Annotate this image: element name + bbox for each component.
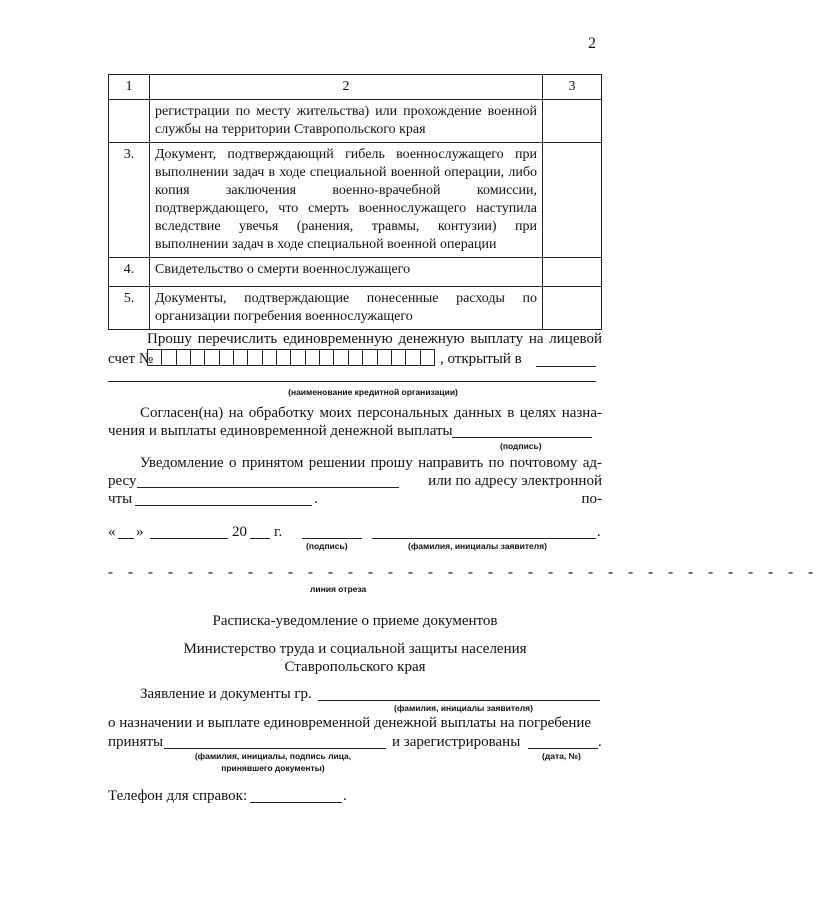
account-number-boxes[interactable]: [147, 349, 435, 366]
applicant-name-line[interactable]: [372, 538, 596, 539]
table-header-cell: 3: [543, 75, 602, 100]
row-mark-cell: [543, 100, 602, 143]
opened-in-label: , открытый в: [440, 351, 522, 367]
consent-signature-line[interactable]: [452, 437, 592, 438]
notification-address-label: ресу: [108, 473, 137, 489]
row-number: 3.: [109, 143, 150, 258]
bank-field-line-1[interactable]: [536, 366, 596, 367]
table-row: [109, 143, 602, 258]
row-text: регистрации по месту жительства) или прохождение военной службы на территории Ставропольского края: [150, 100, 543, 143]
consent-text-line2: чения и выплаты единовременной денежной выплаты: [108, 423, 453, 439]
page-number: 2: [588, 35, 596, 52]
registration-date-line[interactable]: [528, 748, 598, 749]
date-quote-open: «: [108, 524, 116, 540]
table-row: [109, 100, 602, 143]
row-number: 5.: [109, 287, 150, 330]
account-label: счет №: [108, 351, 154, 367]
row-mark-cell: [543, 287, 602, 330]
phone-label: Телефон для справок:: [108, 788, 248, 804]
row-text: Документы, подтверждающие понесенные расходы по организации погребения военнослужащего: [150, 287, 543, 330]
documents-table: [108, 74, 602, 330]
accepter-caption-line1: (фамилия, инициалы, подпись лица,: [194, 751, 352, 761]
accepter-line[interactable]: [164, 748, 386, 749]
row-number: 4.: [109, 258, 150, 287]
registered-label: и зарегистрированы: [392, 734, 521, 750]
consent-text-line1: Согласен(на) на обработку моих персональных данных в целях назна-: [140, 405, 602, 421]
table-row: [109, 287, 602, 330]
month-line[interactable]: [150, 538, 228, 539]
date-signature-caption: (подпись): [306, 541, 348, 551]
accepted-label: приняты: [108, 734, 164, 750]
date-signature-line[interactable]: [302, 538, 362, 539]
date-quote-close: »: [136, 524, 144, 540]
receipt-title: Расписка-уведомление о приеме документов: [212, 613, 498, 629]
postal-address-line[interactable]: [137, 487, 399, 488]
email-address-line[interactable]: [135, 505, 312, 506]
table-header-cell: 1: [109, 75, 150, 100]
row-mark-cell: [543, 143, 602, 258]
row-number: [109, 100, 150, 143]
bank-caption: (наименование кредитной организации): [288, 387, 458, 397]
table-header-cell: 2: [150, 75, 543, 100]
notification-text-line3: чты: [108, 491, 133, 507]
consent-signature-caption: (подпись): [500, 441, 542, 451]
year-prefix: 20: [232, 524, 247, 540]
table-row: [109, 258, 602, 287]
row-text: Свидетельство о смерти военнослужащего: [150, 258, 543, 287]
row-text: Документ, подтверждающий гибель военнослужащего при выполнении задач в ходе специальной военной операции, либо копия заключения военно-врачебной комиссии, подтверждающего, что смерть военнослужащего наступила вследствие увечья (ранения, травмы, контузии) при выполнении задач в ходе специальной военной операции: [150, 143, 543, 258]
phone-line[interactable]: [250, 802, 342, 803]
row-mark-cell: [543, 258, 602, 287]
ministry-line2: Ставропольского края: [284, 659, 426, 675]
cut-line-caption: линия отреза: [310, 584, 367, 594]
year-line[interactable]: [250, 538, 270, 539]
day-line[interactable]: [118, 538, 134, 539]
year-suffix: г.: [274, 524, 283, 540]
applicant-receipt-line[interactable]: [318, 700, 600, 701]
table-header-row: [109, 75, 602, 100]
ministry-line1: Министерство труда и социальной защиты населения: [183, 641, 527, 657]
cut-line: - - - - - - - - - - - - - - - - - - - - - - - - - - - - - - - - - - - -: [106, 565, 816, 582]
notification-text-line1: Уведомление о принятом решении прошу направить по почтовому ад-: [140, 455, 602, 471]
applicant-name-caption: (фамилия, инициалы заявителя): [408, 541, 547, 551]
accepter-caption-line2: принявшего документы): [221, 763, 325, 773]
applicant-receipt-caption: (фамилия, инициалы заявителя): [394, 703, 533, 713]
registration-date-caption: (дата, №): [542, 751, 581, 761]
bank-field-line-2[interactable]: [108, 381, 596, 382]
receipt-purpose: о назначении и выплате единовременной денежной выплаты на погребение: [108, 715, 592, 731]
payment-request-text: Прошу перечислить единовременную денежную выплату на лицевой: [147, 331, 602, 347]
notification-email-label: или по адресу электронной по-: [428, 473, 602, 507]
application-label: Заявление и документы гр.: [140, 686, 312, 702]
